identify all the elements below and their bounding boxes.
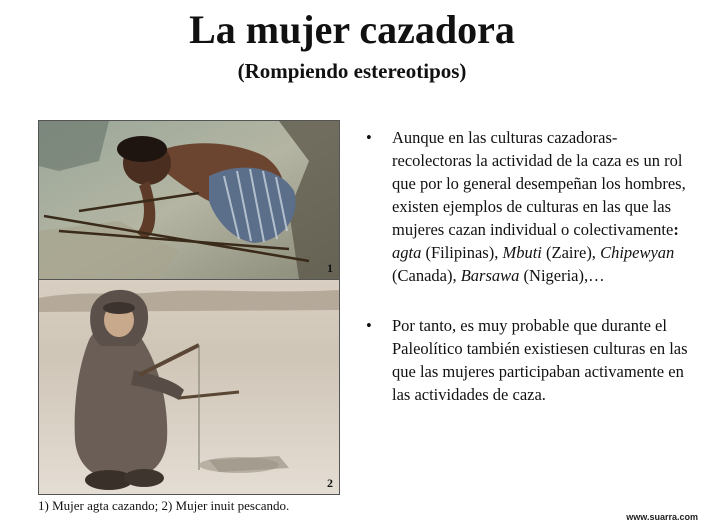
photo-number-2: 2	[327, 476, 333, 490]
bullet-2-text: Por tanto, es muy probable que durante el Paleolítico también existiesen culturas en las que las mujeres participaban activamente en las actividades de caza.	[392, 316, 688, 404]
bullet-item-1	[358, 126, 690, 287]
culture-agta: agta	[392, 243, 422, 262]
region-canada: (Canada),	[392, 266, 461, 285]
bullet-1-text: Aunque en las culturas cazadoras-recolectoras la actividad de la caza es un rol que por lo general desempeñan los hombres, existen ejemplos de culturas en las que las mujeres cazan individual o colectivamente	[392, 128, 686, 239]
region-nigeria: (Nigeria),…	[519, 266, 605, 285]
region-filipinas: (Filipinas),	[421, 243, 503, 262]
site-credit: www.suarra.com	[626, 512, 698, 522]
bullet-item-2	[358, 314, 690, 406]
photo-agta-woman-hunting	[38, 120, 340, 280]
photo-caption: 1) Mujer agta cazando; 2) Mujer inuit pescando.	[38, 498, 290, 513]
bullet-marker: •	[366, 316, 372, 335]
region-zaire: (Zaire),	[541, 243, 601, 262]
slide-subtitle: (Rompiendo estereotipos)	[237, 59, 467, 83]
culture-chipewyan: Chipewyan	[600, 243, 675, 262]
bullet-1-colon: :	[673, 220, 679, 239]
culture-barsawa: Barsawa	[460, 266, 520, 285]
slide-title: La mujer cazadora	[189, 7, 515, 52]
bullet-marker: •	[366, 128, 372, 147]
culture-mbuti: Mbuti	[502, 243, 542, 262]
photo-agta-illustration	[39, 121, 339, 279]
photo-inuit-woman-fishing	[38, 279, 340, 495]
photo-inuit-illustration	[39, 280, 339, 494]
photo-number-1: 1	[327, 261, 333, 275]
bullet-list	[358, 126, 690, 406]
